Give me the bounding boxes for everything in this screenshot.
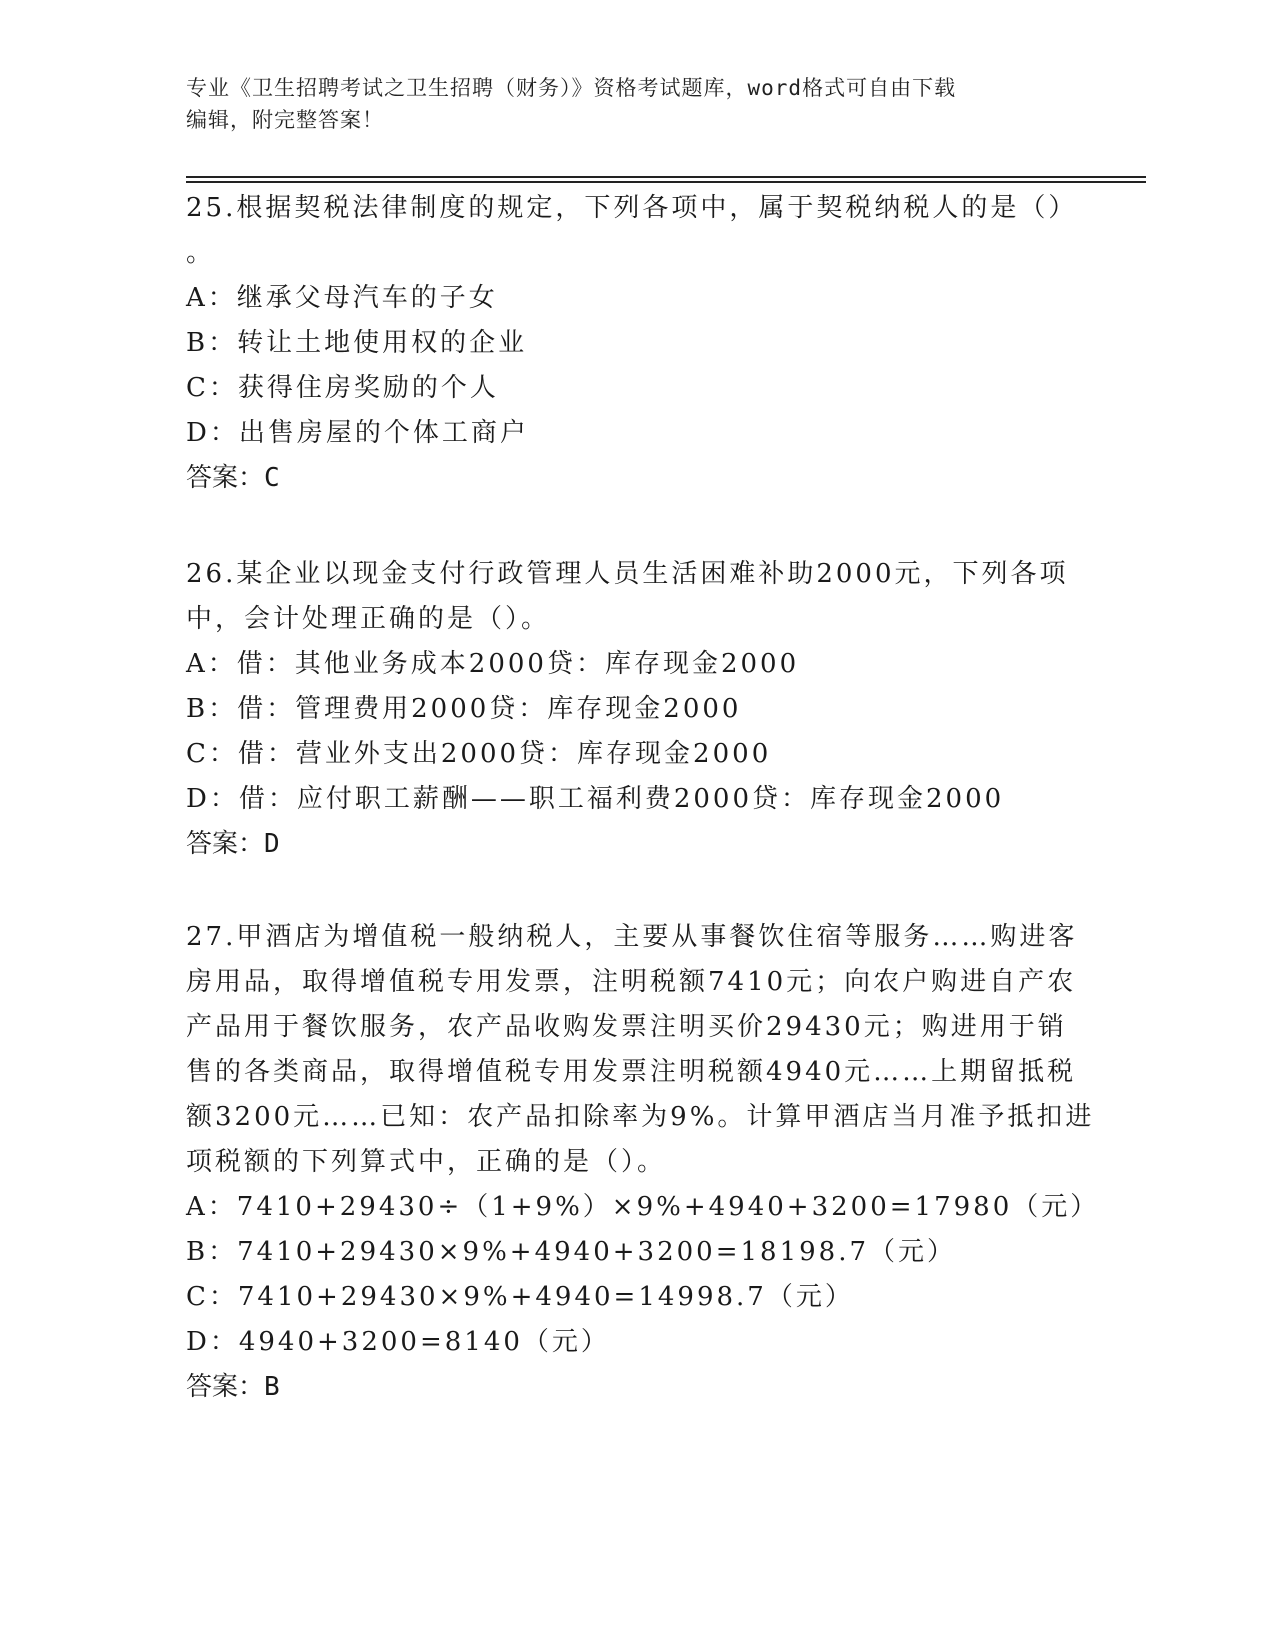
header-line-2: 编辑，附完整答案！ — [186, 108, 384, 132]
option-c: C：借：营业外支出2000贷：库存现金2000 — [186, 739, 772, 769]
option-a: A：借：其他业务成本2000贷：库存现金2000 — [186, 649, 800, 679]
document-header — [186, 72, 1066, 136]
option-d: D：出售房屋的个体工商户 — [186, 418, 529, 448]
question-stem-line: 房用品，取得增值税专用发票，注明税额7410元；向农户购进自产农 — [186, 967, 1077, 997]
question-stem-line: 26.某企业以现金支付行政管理人员生活困难补助2000元，下列各项 — [186, 559, 1069, 589]
question-stem-line: 。 — [186, 238, 216, 268]
question-stem-line: 产品用于餐饮服务，农产品收购发票注明买价29430元；购进用于销 — [186, 1012, 1067, 1042]
question-25 — [186, 186, 1086, 501]
question-stem-line: 售的各类商品，取得增值税专用发票注明税额4940元……上期留抵税 — [186, 1057, 1077, 1087]
answer-line — [186, 456, 1086, 501]
answer-label: 答案： — [186, 829, 265, 859]
answer-label: 答案： — [186, 463, 265, 493]
option-a: A：7410+29430÷（1+9%）×9%+4940+3200=17980（元） — [186, 1192, 1100, 1222]
question-stem-line: 项税额的下列算式中，正确的是（）。 — [186, 1147, 667, 1177]
question-stem-line: 27.甲酒店为增值税一般纳税人，主要从事餐饮住宿等服务……购进客 — [186, 922, 1078, 952]
question-27 — [186, 915, 1100, 1410]
answer-label: 答案： — [186, 1372, 265, 1402]
header-line-1: 专业《卫生招聘考试之卫生招聘（财务）》资格考试题库，word格式可自由下载 — [186, 76, 957, 100]
header-rule-bottom — [186, 181, 1146, 183]
header-rule-top — [186, 176, 1146, 178]
question-stem-line: 25.根据契税法律制度的规定，下列各项中，属于契税纳税人的是（） — [186, 193, 1078, 223]
option-d: D：4940+3200=8140（元） — [186, 1327, 610, 1357]
question-stem-line: 额3200元……已知：农产品扣除率为9%。计算甲酒店当月准予抵扣进 — [186, 1102, 1095, 1132]
option-d: D：借：应付职工薪酬——职工福利费2000贷：库存现金2000 — [186, 784, 1005, 814]
option-c: C：7410+29430×9%+4940=14998.7（元） — [186, 1282, 854, 1312]
option-c: C：获得住房奖励的个人 — [186, 373, 499, 403]
answer-line — [186, 822, 1086, 867]
answer-line — [186, 1365, 1086, 1410]
answer-value: D — [264, 829, 280, 859]
answer-value: C — [264, 463, 280, 493]
option-b: B：转让土地使用权的企业 — [186, 328, 528, 358]
question-stem-line: 中，会计处理正确的是（）。 — [186, 604, 551, 634]
option-a: A：继承父母汽车的子女 — [186, 283, 498, 313]
answer-value: B — [264, 1372, 280, 1402]
option-b: B：7410+29430×9%+4940+3200=18198.7（元） — [186, 1237, 957, 1267]
option-b: B：借：管理费用2000贷：库存现金2000 — [186, 694, 742, 724]
question-26 — [186, 552, 1086, 867]
